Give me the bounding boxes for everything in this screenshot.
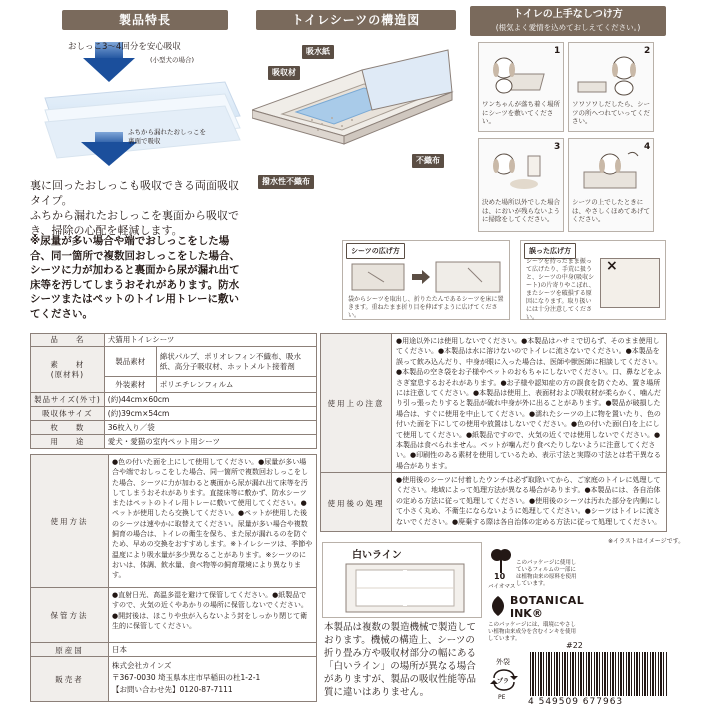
recycle-sub: PE (498, 694, 506, 701)
disposal-text: ●使用後のシーツに付着したウンチは必ず取除いてから、ご家庭のトイレに処理してください。地域によって処理方法が異なる場合があります。●本製品には、各自治体の定める方法に従って処理してください。●使用後のシーツは汚れた部分を内側にして小さく丸め、不衛生にならないように処理してください。●シーツはトイレに流さないでください。●廃棄する際は各自治体の定める方法に従って処理してください。 (396, 476, 662, 526)
wrong-spread-title: 誤った広げ方 (524, 243, 576, 259)
caution-text: ●用途以外には使用しないでください。●本製品はハサミで切らず、そのまま使用してください。●本製品は水に溶けないのでトイレに流さないでください。●本製品を誤って飲み込んだり、中身が眼に入った場合は、医師や獣医師に相談してください。●本製品の空き袋をお子様やペットのおもちゃにしないでください。口、鼻などをふさぎ窒息するおそれがあります。●お子様や認知症の方の誤食を防ぐため、置き場所には注意してください。●本製品は使用上、表面材および吸収材が柔らかく、噛んだり引っ張ったりすると製品が破れ中身が外に出ることがあります。●製品が破損した場合は、すぐに使用を中止してください。●濡れたシーツの上に物を置いたり、色の付いた面を下にしての使用や放置はしないでください。●色の付いた面(白)を上にして使用してください。●紙製品ですので、火気の近くでは使用しないでください。●本製品は食べられません。ペットが噛んだり食べたりしないように注意してください。●印刷性のある素材を使用しているため、表示寸法と実際の寸法とは若干異なる場合があります。 (396, 337, 662, 470)
spec-value-size: (約)44cm×60cm (104, 393, 316, 407)
spec-table (30, 333, 317, 449)
feature-note: ※尿量が多い場合や端でおしっこをした場合、同一箇所で複数回おしっこをした場合、シーツに力が加わると裏面から尿が漏れ出て床等を汚してしまうおそれがあります。防水シーツまたはペットのトイレ用トレーに敷いてください。 (30, 235, 240, 320)
wrong-spread-mark: × (606, 258, 618, 274)
feature-desc-2: ふちから漏れたおしっこを裏面から吸収でき、掃除の心配を軽減します。 (30, 209, 239, 237)
absorption-illustration (35, 38, 245, 168)
step-caption-2: ソワソワしだしたら、シーツの所へつれていってください。 (572, 100, 650, 125)
botanical-leaf-icon (488, 594, 508, 618)
spec-label-usage-purpose: 用 途 (31, 435, 105, 449)
feature-label-bottom: ふちから漏れたおしっこを裏面で吸収 (128, 128, 206, 145)
step-caption-4: シーツの上でしたときには、やさしくほめてあげてください。 (572, 198, 650, 223)
label-absorbent-paper: 吸水紙 (302, 45, 334, 59)
seller-contact: 【お問い合わせ先】0120-87-7111 (112, 685, 233, 694)
biomass-text: このパッケージに使用しているフィルムの一部には植物由来の原料を使用しています。 (516, 560, 577, 587)
storage-cell (108, 587, 317, 643)
disposal-cell (391, 472, 667, 532)
training-header-title: トイレの上手なしつけ方 (513, 9, 623, 20)
step-number-2: 2 (644, 46, 651, 56)
barcode (530, 652, 668, 696)
sheet-stack-illustration (35, 38, 245, 168)
spec-value-package-material: ポリエチレンフィルム (156, 377, 316, 393)
usage-cell (108, 454, 317, 588)
spec-label-material: 素 材 (原材料) (31, 347, 105, 393)
features-header: 製品特長 (62, 10, 228, 30)
disposal-label: 使用後の処理 (327, 499, 385, 508)
usage-label: 使用方法 (50, 517, 89, 526)
biomass-number: 10 (494, 572, 506, 581)
spread-illustration (348, 258, 504, 294)
storage-text: ●直射日光、高温多湿を避けて保管してください。●紙製品ですので、火気の近くやあかりの場所に保管しないでください。●開封後は、ほこりや虫が入らないよう封をしっかり閉じて衛生的に保管してください。 (112, 591, 308, 630)
step-caption-3: 決めた場所以外でした場合は、においが残らないように掃除をしてください。 (482, 198, 560, 223)
spread-text: 袋からシーツを取出し、折りたたんであるシーツを床に置きます。重ねたまま折り目を伸ばすように広げてください。 (348, 296, 504, 319)
training-header (470, 6, 666, 36)
spec-label-name: 品 名 (31, 334, 105, 347)
seller-address: 〒367-0030 埼玉県本庄市早稲田の杜1-2-1 (112, 673, 261, 682)
origin-label: 原産国 (55, 646, 84, 655)
training-header-sub: (根気よく愛情を込めておしえてください。) (495, 23, 641, 32)
biomass-label: バイオマス (488, 584, 516, 590)
spec-label-absorbent-size: 吸収体サイズ (31, 407, 105, 421)
origin-cell (108, 642, 317, 657)
dog-sheet-icon (484, 52, 554, 96)
spec-label-size: 製品サイズ(外寸) (31, 393, 105, 407)
recycle-mark: プラ (497, 678, 510, 685)
spec-value-absorbent-size: (約)39cm×54cm (104, 407, 316, 421)
feature-label-top-sub: (小型犬の場合) (150, 56, 195, 64)
dog-anxious-icon (574, 52, 648, 96)
spec-value-usage-purpose: 愛犬・愛猫の室内ペット用シーツ (104, 435, 316, 449)
feature-desc-1: 裏に回ったおしっこも吸収できる両面吸収タイプ。 (30, 179, 239, 207)
botanical-line2: INK® (510, 607, 543, 620)
spec-sub-package-material: 外装素材 (104, 377, 156, 393)
structure-header: トイレシーツの構造図 (256, 10, 456, 30)
caution-label: 使用上の注意 (327, 399, 385, 408)
white-line-text: 本製品は複数の製造機械で製造しております。機械の構造上、シーツの折り畳み方や吸収材部分の幅にある「白いライン」の場所が異なる場合がありますが、製品の吸収性能等品質に違いはありません。 (324, 622, 477, 698)
white-line-title: 白いライン (352, 550, 402, 561)
spec-value-count: 36枚入り／袋 (104, 421, 316, 435)
label-water-repellent: 撥水性不織布 (258, 175, 314, 189)
storage-label: 保管方法 (50, 611, 89, 620)
spread-title: シーツの広げ方 (346, 243, 405, 259)
step-number-1: 1 (554, 46, 561, 56)
recycle-label: 外袋 (496, 658, 510, 666)
caution-cell (391, 333, 667, 473)
spec-value-product-material: 綿状パルプ、ポリオレフィン不織布、吸水紙、高分子吸収材、ホットメルト接着剤 (156, 347, 316, 377)
origin-text: 日本 (112, 645, 127, 654)
wrong-spread-text: シーツを持ったまま振って広げたり、手荒に扱うと、シーツの中身(吸収シート)の片寄りやこぼれ、またシーツを破損する原因になります。取り扱いには十分注意してください。 (526, 258, 595, 321)
image-note: ※イラストはイメージです。 (608, 538, 685, 545)
seller-cell (108, 656, 317, 702)
feature-label-top-text: おしっこ3～4回分を安心吸収 (68, 42, 181, 52)
barcode-number: 4 549509 677963 (528, 697, 624, 707)
spec-label-count: 枚 数 (31, 421, 105, 435)
botanical-text: このパッケージには、環境にやさしい植物由来成分を含むインキを使用しています。 (488, 622, 577, 642)
step-number-3: 3 (554, 142, 561, 152)
label-absorbent-material: 吸収材 (268, 66, 300, 80)
step-number-4: 4 (644, 142, 651, 152)
dog-cleaning-icon (484, 148, 554, 192)
label-nonwoven: 不織布 (412, 154, 444, 168)
feature-label-top (68, 42, 181, 52)
seller-company: 株式会社カインズ (112, 661, 172, 670)
seller-label: 販売者 (55, 675, 84, 684)
white-line-illustration (340, 560, 470, 616)
usage-text: ●色の付いた面を上にして使用してください。●尿量が多い場合や端でおしっこをした場合、同一箇所で複数回おしっこをした場合、シーツに力が加わると裏面から尿が漏れ出て床等を汚してしまうおそれがあります。直接床等に敷かず、防水シーツまたはペットのトイレ用トレーに敷いて使用してください。●ペットが使用したら交換してください。●ペットが使用した後のシーツは速やかに取替えてください。尿量が多い場合や複数飼育の場合は、トイレの衛生を保ち、また尿が漏れるのを防ぐため、早めの交換をおすすめします。※トイレシーツは、季節や温度により吸水量が多少異なることがあります。※シーツのにおいは、体調、飲水量、食べ物等の飼育環境により異なります。 (112, 458, 313, 580)
spec-sub-product-material: 製品素材 (104, 347, 156, 377)
step-caption-1: ワンちゃんが落ち着く場所にシーツを敷いてください。 (482, 100, 560, 125)
spec-value-name: 犬猫用トイレシーツ (104, 334, 316, 347)
product-code: #22 (566, 641, 583, 650)
dog-praise-icon (574, 148, 648, 192)
botanical-line1: BOTANICAL (510, 594, 585, 607)
